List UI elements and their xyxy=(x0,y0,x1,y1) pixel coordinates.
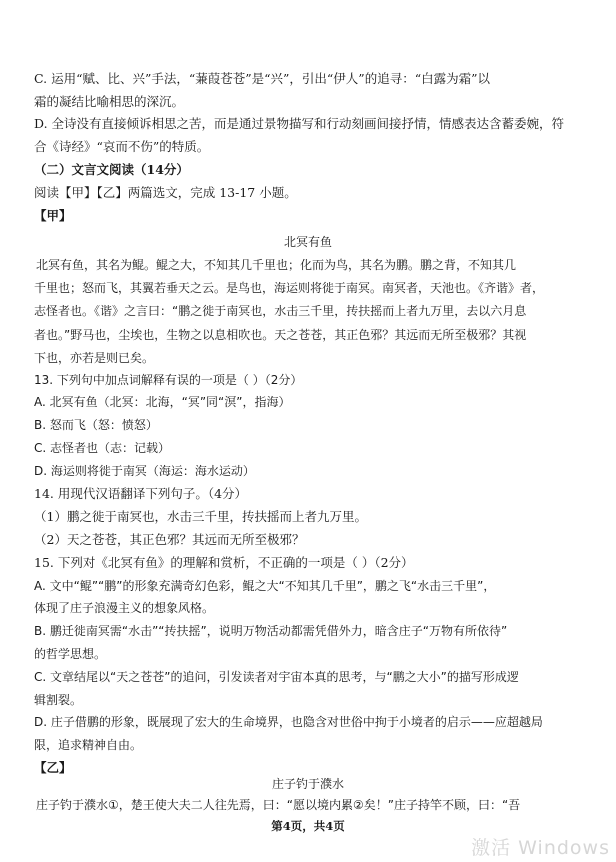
passage-a-line: 北冥有鱼，其名为鲲。鲲之大，不知其几千里也；化而为鸟，其名为鹏。鹏之背，不知其几 xyxy=(36,258,517,272)
question-13: 13. 下列句中加点词解释有误的一项是（ ）（2分） xyxy=(34,373,303,387)
question-13-option-a: A. 北冥有鱼（北冥：北海，“冥”同“溟”，指海） xyxy=(34,395,291,409)
question-13-option-b: B. 怒而飞（怒：愤怒） xyxy=(34,418,158,432)
activation-watermark: 激活 Windows xyxy=(471,837,610,859)
question-14-item-2: （2）天之苍苍，其正色邪？其远而无所至极邪？ xyxy=(34,532,305,547)
section-heading: （二）文言文阅读（14分） xyxy=(34,162,189,177)
question-15-option-a-line-2: 体现了庄子浪漫主义的想象风格。 xyxy=(34,601,215,615)
question-15-option-c-line-1: C. 文章结尾以“天之苍苍”的追问，引发读者对宇宙本真的思考，与“鹏之大小”的描写形成逻 xyxy=(34,670,519,684)
question-15-option-b-line-1: B. 鹏迁徙南冥需“水击”“抟扶摇”，说明万物活动都需凭借外力，暗含庄子“万物有所依待” xyxy=(34,624,508,638)
question-14-item-1: （1）鹏之徙于南冥也，水击三千里，抟扶摇而上者九万里。 xyxy=(34,509,367,524)
question-13-option-d: D. 海运则将徙于南冥（海运：海水运动） xyxy=(34,464,255,478)
question-14: 14. 用现代汉语翻译下列句子。（4分） xyxy=(34,486,248,501)
passage-a-title: 北冥有鱼 xyxy=(283,235,332,249)
question-15-option-c-line-2: 辑割裂。 xyxy=(34,693,83,707)
question-15-option-d-line-2: 限，追求精神自由。 xyxy=(34,738,143,752)
question-15-option-d-line-1: D. 庄子借鹏的形象，既展现了宏大的生命境界，也隐含对世俗中拘于小境者的启示——应超越局 xyxy=(34,715,543,729)
passage-b-line: 庄子钓于濮水①，楚王使大夫二人往先焉，曰：“愿以境内累②矣！”庄子持竿不顾，曰：“吾 xyxy=(36,798,521,812)
question-13-option-c: C. 志怪者也（志：记载） xyxy=(34,441,171,455)
reading-instruction: 阅读【甲】【乙】两篇选文，完成 13-17 小题。 xyxy=(34,185,297,200)
question-15-option-a-line-1: A. 文中“鲲”“鹏”的形象充满奇幻色彩，鲲之大“不知其几千里”，鹏之飞“水击三千里”， xyxy=(34,579,496,593)
question-15-option-b-line-2: 的哲学思想。 xyxy=(34,647,107,661)
passage-a-line: 志怪者也。《谐》之言曰：“鹏之徙于南冥也，水击三千里，抟扶摇而上者九万里，去以六月息 xyxy=(34,304,527,318)
option-c-line-1: C. 运用“赋、比、兴”手法，“蒹葭苍苍”是“兴”，引出“伊人”的追寻：“白露为霜”以 xyxy=(34,71,490,86)
option-c-line-2: 霜的凝结比喻相思的深沉。 xyxy=(34,94,185,109)
passage-a-line: 千里也；怒而飞，其翼若垂天之云。是鸟也，海运则将徙于南冥。南冥者，天池也。《齐谐》者， xyxy=(34,281,545,295)
page-number: 第4页，共4页 xyxy=(271,819,345,833)
passage-b-title: 庄子钓于濮水 xyxy=(271,777,344,791)
passage-a-line: 下也，亦若是则已矣。 xyxy=(34,351,155,365)
passage-a-marker: 【甲】 xyxy=(34,208,72,223)
passage-a-line: 者也。”野马也，尘埃也，生物之以息相吹也。天之苍苍，其正色邪？其远而无所至极邪？其视 xyxy=(34,328,527,342)
option-d-line-2: 合《诗经》“哀而不伤”的特质。 xyxy=(34,139,210,154)
passage-b-marker: 【乙】 xyxy=(34,760,72,775)
question-15: 15. 下列对《北冥有鱼》的理解和赏析，不正确的一项是（ ）（2分） xyxy=(34,555,414,570)
option-d-line-1: D. 全诗没有直接倾诉相思之苦，而是通过景物描写和行动刻画间接抒情，情感表达含蓄委婉，符 xyxy=(34,116,565,131)
